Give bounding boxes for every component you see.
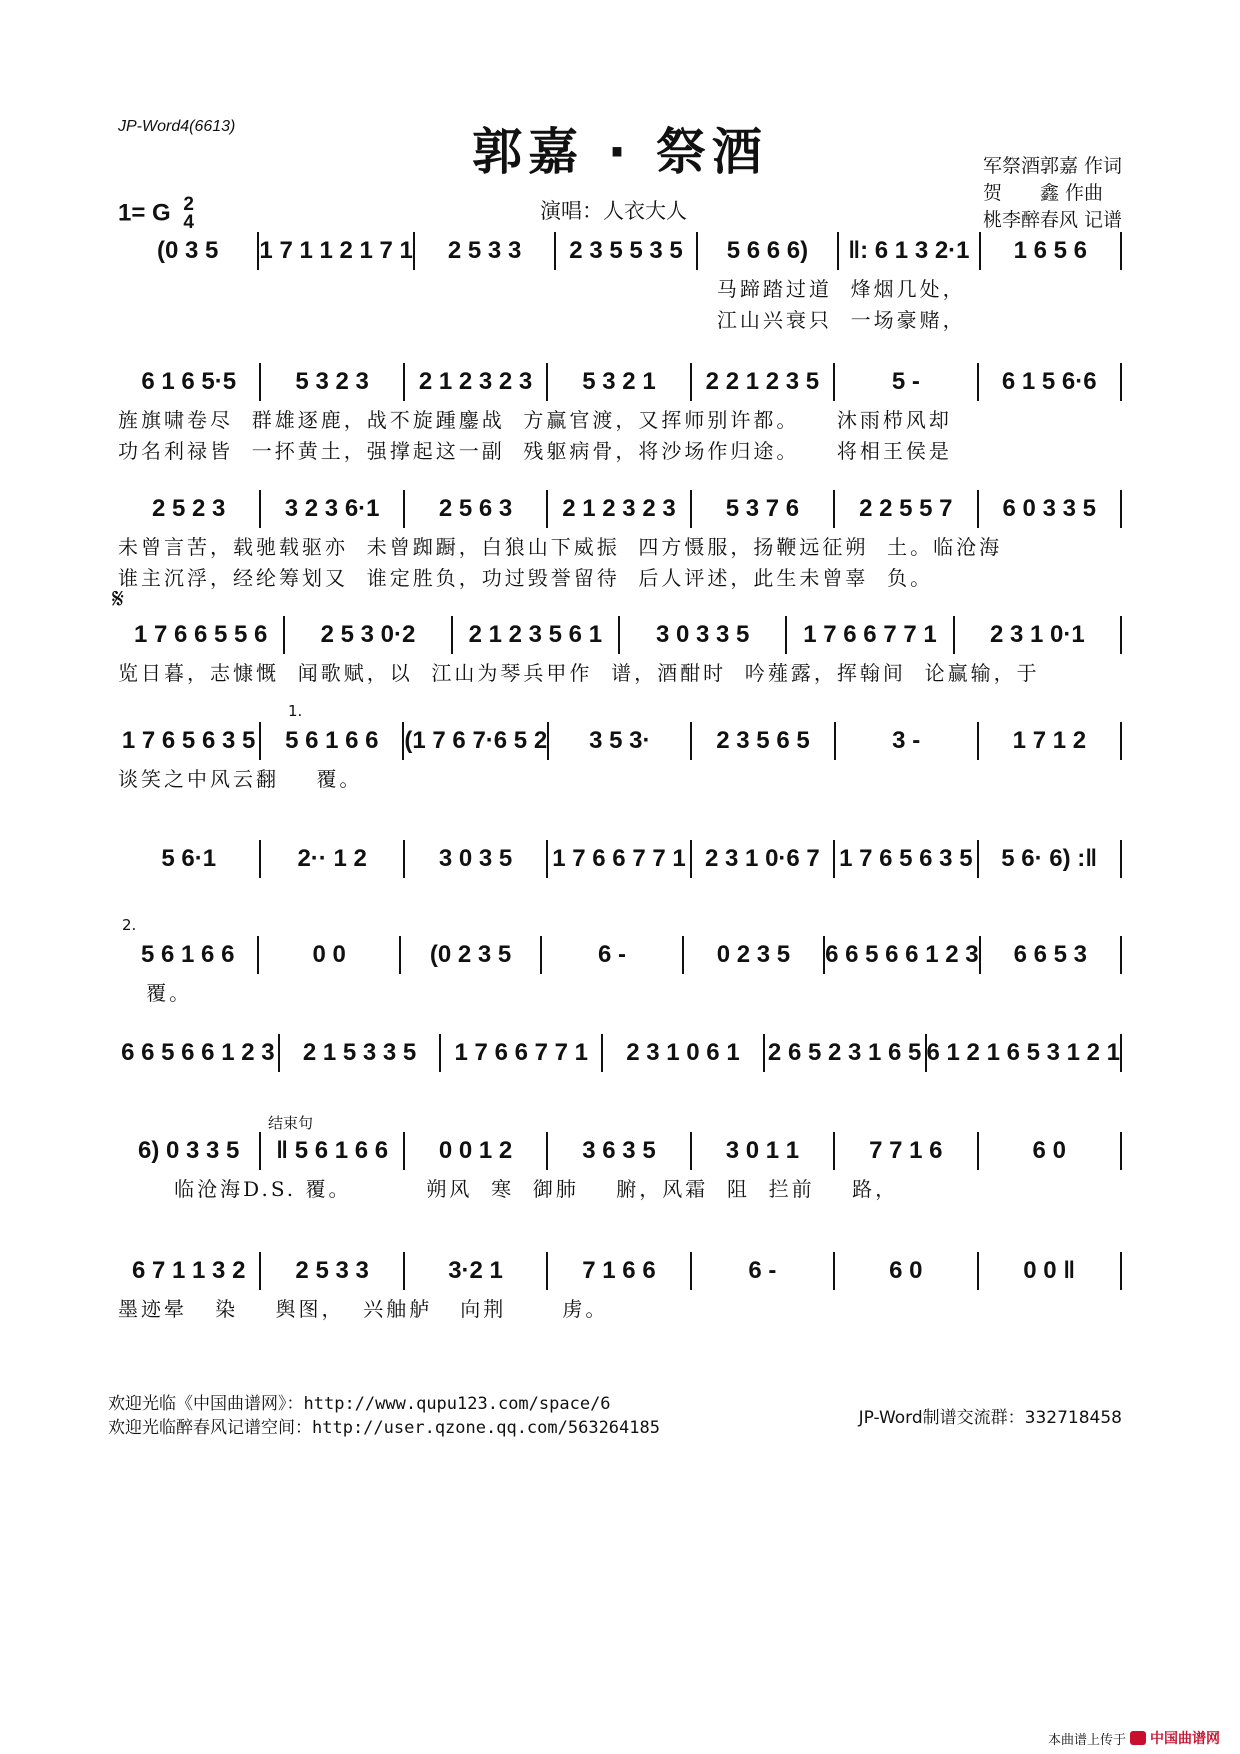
- measure: 0 0: [312, 941, 346, 968]
- measure: 5 3 2 1: [582, 368, 656, 395]
- measure: 2 3 1 0·1: [989, 621, 1085, 648]
- score-system: [118, 1030, 1122, 1107]
- lyric-line: 墨迹晕 染 舆图， 兴舳舻 向荆 虏。: [118, 1297, 609, 1321]
- measure: 2 5 2 3: [152, 495, 226, 522]
- measure: 6 1 6 5·5: [141, 368, 237, 395]
- lyric-line: 临沧海D.S. 覆。 朔风 寒 御肺 腑，风霜 阻 拦前 路，: [118, 1177, 899, 1201]
- measure: 0 0 ‖: [1023, 1257, 1076, 1284]
- key-label: 1= G: [118, 199, 171, 227]
- measure: 1 7 6 6 5 5 6: [133, 621, 268, 648]
- measure: 7 1 6 6: [582, 1257, 656, 1284]
- measure: (0 3 5: [157, 237, 219, 264]
- measure: 2·· 1 2: [297, 845, 367, 872]
- measure: 2 3 5 5 3 5: [569, 237, 683, 264]
- measure: 5 3 2 3: [295, 368, 369, 395]
- measure: 1 7 6 5 6 3 5: [121, 727, 256, 754]
- measure: 2 3 1 0 6 1: [626, 1039, 740, 1066]
- measure: 6 0: [889, 1257, 923, 1284]
- logo-text[interactable]: 中国曲谱网: [1150, 1731, 1220, 1747]
- lyric-line: 马蹄踏过道 烽烟几处，: [118, 277, 966, 301]
- measure: 5 6 6 6): [726, 237, 809, 264]
- measure: 2 3 1 0·6 7: [705, 845, 820, 872]
- score-system: [118, 1114, 1122, 1205]
- measure: 1 6 5 6: [1013, 237, 1087, 264]
- credit-composer: 贺 鑫 作曲: [982, 182, 1103, 204]
- footer-group: JP-Word制谱交流群：332718458: [858, 1408, 1122, 1428]
- notation-line: [118, 359, 1122, 405]
- measure: 2 6 5 2 3 1 6 5: [767, 1039, 922, 1066]
- notation-line: [118, 486, 1122, 532]
- lyric-line: 谁主沉浮，经纶筹划又 谁定胜负，功过毁誉留待 后人评述，此生未曾辜 负。: [118, 566, 934, 590]
- measure: 5 -: [891, 368, 920, 395]
- measure: 0 0 1 2: [438, 1137, 513, 1164]
- measure: 2 1 5 3 3 5: [302, 1039, 417, 1066]
- barline: [1120, 616, 1122, 654]
- measure: 1 7 6 6 7 7 1: [803, 621, 937, 648]
- measure: 3 0 3 5: [438, 845, 513, 872]
- measure: ‖ 5 6 1 6 6: [276, 1137, 389, 1164]
- barline: [1120, 232, 1122, 270]
- measure: 2 2 5 5 7: [859, 495, 953, 522]
- measure: 1 7 1 1 2 1 7 1: [259, 237, 413, 264]
- barline: [1120, 1034, 1122, 1072]
- notation-line: [118, 228, 1122, 274]
- barline: [1120, 363, 1122, 401]
- score-system: [118, 1248, 1122, 1325]
- volta-label: 结束句: [268, 1114, 314, 1132]
- measure: 6 -: [597, 941, 626, 968]
- measure: 2 5 3 3: [295, 1257, 369, 1284]
- time-signature: [183, 196, 194, 232]
- measure: 6 7 1 1 3 2: [131, 1257, 246, 1284]
- measure: 2 1 2 3 2 3: [418, 368, 533, 395]
- measure: 0 2 3 5: [716, 941, 791, 968]
- volta-label: 1.: [288, 702, 303, 720]
- score-system: [118, 916, 1122, 1009]
- footer-link-qzone[interactable]: 欢迎光临醉春风记谱空间：http://user.qzone.qq.com/563264185: [108, 1418, 660, 1438]
- lyric-line: 览日暮，志慷慨 闻歌赋，以 江山为琴兵甲作 谱，酒酣时 吟薤露，挥翰间 论赢输，于: [118, 661, 1040, 685]
- measure: 6 1 2 1 6 5 3 1 2 1: [926, 1039, 1121, 1066]
- notation-line: [118, 612, 1122, 658]
- score-system: [118, 836, 1122, 913]
- measure: 2 5 6 3: [438, 495, 513, 522]
- notation-line: [118, 1030, 1122, 1076]
- upload-credit: [1048, 1728, 1220, 1748]
- measure: 7 7 1 6: [869, 1137, 943, 1164]
- meter-bottom: 4: [183, 212, 194, 233]
- score-system: [118, 228, 1122, 336]
- measure: 6 0: [1032, 1137, 1066, 1164]
- measure: 6 1 5 6·6: [1001, 368, 1097, 395]
- measure: 2 1 2 3 5 6 1: [468, 621, 603, 648]
- footer-link-qupu[interactable]: 欢迎光临《中国曲谱网》：http://www.qupu123.com/space/6: [108, 1394, 611, 1414]
- notation-line: [118, 718, 1122, 764]
- lyric-line: 谈笑之中风云翻 覆。: [118, 767, 363, 791]
- measure: 3 5 3·: [589, 727, 651, 754]
- barline: [1120, 1132, 1122, 1170]
- measure: 5 6 1 6 6: [285, 727, 379, 754]
- measure: 2 2 1 2 3 5: [705, 368, 820, 395]
- measure: (1 7 6 7·6 5 2: [404, 727, 548, 754]
- segno-mark: 𝄋: [112, 582, 125, 615]
- measure: 1 7 6 6 7 7 1: [454, 1039, 588, 1066]
- measure: 3 2 3 6·1: [284, 495, 380, 522]
- measure: 6 6 5 6 6 1 2 3: [121, 1039, 275, 1066]
- barline: [1120, 936, 1122, 974]
- notation-line: [118, 1248, 1122, 1294]
- measure: 5 6·1: [161, 845, 217, 872]
- lyric-line: [118, 882, 1122, 913]
- lyric-line: 未曾言苦，载驰载驱亦 未曾踟蹰，白狼山下威振 四方慑服，扬鞭远征朔 土。临沧海: [118, 535, 1003, 559]
- score-system: [118, 359, 1122, 467]
- notation-line: [118, 1128, 1122, 1174]
- score-system: [118, 702, 1122, 795]
- song-title: 郭嘉 · 祭酒: [472, 123, 768, 181]
- qupu-logo-icon: [1130, 1731, 1146, 1745]
- barline: [1120, 1252, 1122, 1290]
- key-signature: [118, 196, 194, 232]
- lyric-line: 旌旗啸卷尽 群雄逐鹿，战不旋踵鏖战 方赢官渡，又挥师别许都。 沐雨栉风却: [118, 408, 952, 432]
- lyric-line: [118, 1076, 1122, 1107]
- measure: 2 1 2 3 2 3: [562, 495, 676, 522]
- credits: [983, 153, 1122, 234]
- meter-top: 2: [183, 194, 194, 215]
- measure: 1 7 1 2: [1012, 727, 1087, 754]
- measure: 3 0 1 1: [725, 1137, 800, 1164]
- lyric-line: 功名利禄皆 一抔黄土，强撑起这一副 残躯病骨，将沙场作归途。 将相王侯是: [118, 439, 952, 463]
- volta-label: 2.: [122, 916, 137, 934]
- barline: [1120, 840, 1122, 878]
- software-version: JP-Word4(6613): [118, 118, 236, 135]
- score-system: [118, 486, 1122, 594]
- lyric-line: 覆。: [118, 981, 193, 1005]
- notation-line: [118, 836, 1122, 882]
- measure: 1 7 6 5 6 3 5: [839, 845, 973, 872]
- credit-lyricist: 军祭酒郭嘉 作词: [982, 155, 1122, 177]
- notation-line: [118, 932, 1122, 978]
- singer: 演唱：人衣大人: [540, 199, 687, 223]
- measure: (0 2 3 5: [429, 941, 512, 968]
- upload-label: 本曲谱上传于: [1047, 1732, 1126, 1748]
- measure: 6 6 5 6 6 1 2 3: [825, 941, 979, 968]
- barline: [1120, 490, 1122, 528]
- measure: 3 0 3 3 5: [655, 621, 750, 648]
- measure: 6) 0 3 3 5: [138, 1137, 240, 1164]
- score-system: [112, 582, 1122, 689]
- lyric-line: 江山兴衰只 一场豪赌，: [118, 308, 966, 332]
- measure: 5 6· 6) :‖: [1001, 845, 1098, 872]
- measure: ‖: 6 1 3 2·1: [848, 237, 970, 264]
- measure: 6 0 3 3 5: [1002, 495, 1096, 522]
- measure: 3·2 1: [448, 1257, 503, 1284]
- measure: 2 5 3 0·2: [320, 621, 416, 648]
- measure: 6 -: [748, 1257, 777, 1284]
- measure: 3 -: [892, 727, 921, 754]
- measure: 5 3 7 6: [725, 495, 800, 522]
- measure: 2 5 3 3: [447, 237, 522, 264]
- measure: 3 6 3 5: [582, 1137, 656, 1164]
- footer-links: [108, 1392, 660, 1440]
- barline: [1120, 722, 1122, 760]
- measure: 1 7 6 6 7 7 1: [552, 845, 686, 872]
- measure: 6 6 5 3: [1013, 941, 1087, 968]
- credit-transcriber: 桃李醉春风 记谱: [982, 209, 1122, 231]
- measure: 5 6 1 6 6: [141, 941, 235, 968]
- measure: 2 3 5 6 5: [716, 727, 810, 754]
